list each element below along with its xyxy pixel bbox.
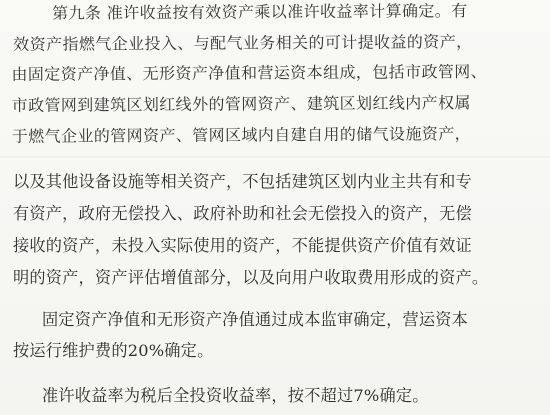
article-9-scanned-block (0, 0, 550, 160)
text-line: 效资产指燃气企业投入、与配气业务相关的可计提收益的资产， (13, 32, 473, 54)
scan-seam (0, 156, 550, 158)
text-line: 以及其他设备设施等相关资产，不包括建筑区划内业主共有和专 (13, 172, 472, 191)
text-line: 于燃气企业的管网资产、管网区域内自建自用的储气设施资产， (11, 124, 472, 146)
text-line: 按运行维护费的20%确定。 (13, 341, 214, 360)
text-line: 第九条 准许收益按有效资产乘以准许收益率计算确定。有 (52, 1, 468, 23)
text-line: 准许收益率为税后全投资收益率，按不超过7%确定。 (42, 386, 429, 405)
text-line: 固定资产净值和无形资产净值通过成本监审确定，营运资本 (42, 310, 469, 329)
text-line: 市政管网到建筑区划红线外的管网资产、建筑区划红线内产权属 (11, 93, 471, 115)
text-line: 有资产，政府无偿投入、政府补助和社会无偿投入的资产，无偿 (13, 204, 472, 223)
text-line: 明的资产，资产评估增值部分，以及向用户收取费用形成的资产。 (13, 268, 489, 287)
text-line: 由固定资产净值、无形资产净值和营运资本组成，包括市政管网、 (11, 62, 488, 84)
text-line: 接收的资产，未投入实际使用的资产，不能提供资产价值有效证 (13, 236, 472, 255)
